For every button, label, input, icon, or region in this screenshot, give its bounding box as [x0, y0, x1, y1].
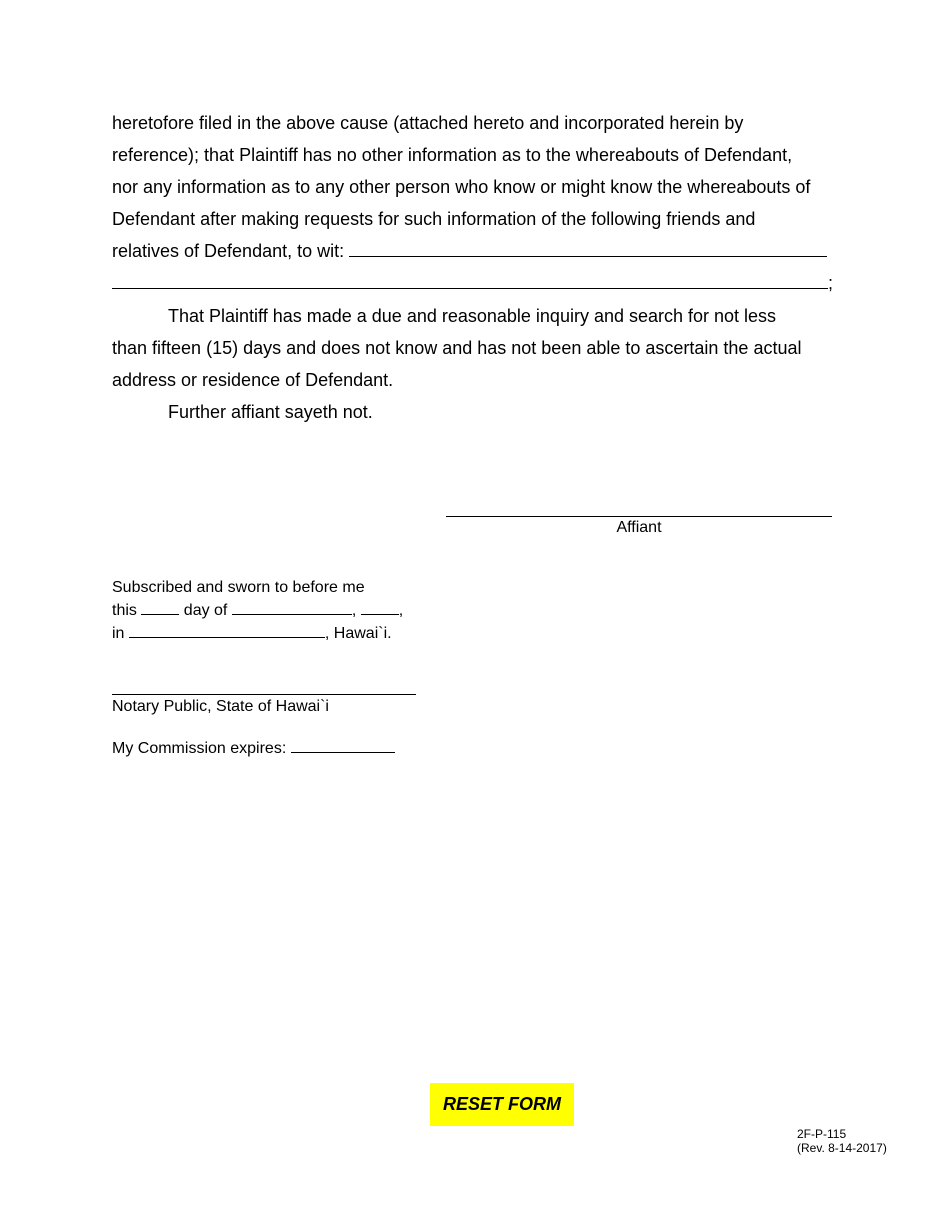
affiant-signature-line[interactable] — [446, 496, 832, 517]
jurat-day-of-label: day of — [179, 602, 232, 619]
jurat-block — [112, 578, 403, 644]
jurat-line-1: Subscribed and sworn to before me — [112, 579, 365, 596]
affiant-signature-block — [446, 496, 832, 537]
commission-expiry-field[interactable] — [291, 736, 395, 753]
year-field[interactable] — [361, 598, 399, 615]
jurat-line-end: , — [398, 602, 404, 619]
day-field[interactable] — [141, 598, 179, 615]
paragraph-line: That Plaintiff has made a due and reasonable inquiry and search for not less — [168, 306, 777, 326]
jurat-this-label: this — [112, 602, 142, 619]
affiant-label: Affiant — [616, 519, 662, 536]
notary-block — [112, 676, 416, 717]
notary-label: Notary Public, State of Hawai`i — [112, 698, 329, 715]
jurat-hawaii-label: , Hawai`i. — [324, 625, 392, 642]
relatives-continuation-line — [112, 267, 840, 299]
paragraph-line: address or residence of Defendant. — [112, 370, 394, 390]
notary-signature-line[interactable] — [112, 676, 416, 695]
relatives-label: relatives of Defendant, to wit: — [112, 241, 350, 261]
paragraph-line: reference); that Plaintiff has no other information as to the whereabouts of Defendant, — [112, 145, 793, 165]
form-identifier — [797, 1127, 887, 1155]
commission-line — [112, 736, 395, 759]
affidavit-paragraph-whereabouts — [112, 107, 840, 299]
paragraph-line: than fifteen (15) days and does not know and has not been able to ascertain the actual — [112, 338, 802, 358]
paragraph-line: Defendant after making requests for such information of the following friends and — [112, 209, 756, 229]
commission-label: My Commission expires: — [112, 740, 291, 757]
month-field[interactable] — [232, 598, 352, 615]
affidavit-paragraph-inquiry — [112, 300, 840, 428]
relatives-line-end: ; — [828, 273, 834, 293]
reset-form-button[interactable]: RESET FORM — [430, 1083, 574, 1126]
paragraph-line: heretofore filed in the above cause (attached hereto and incorporated herein by — [112, 113, 744, 133]
jurat-comma: , — [351, 602, 361, 619]
relatives-field-1[interactable] — [349, 238, 827, 257]
relatives-field-2[interactable] — [112, 270, 828, 289]
jurat-line-2 — [112, 598, 403, 621]
jurat-line-3 — [112, 621, 403, 644]
relatives-line — [112, 235, 840, 267]
form-revision: (Rev. 8-14-2017) — [797, 1141, 887, 1155]
place-field[interactable] — [129, 621, 325, 638]
jurat-in-label: in — [112, 625, 129, 642]
further-affiant-line: Further affiant sayeth not. — [168, 402, 373, 422]
paragraph-line: nor any information as to any other person who know or might know the whereabouts of — [112, 177, 811, 197]
form-number: 2F-P-115 — [797, 1127, 847, 1141]
